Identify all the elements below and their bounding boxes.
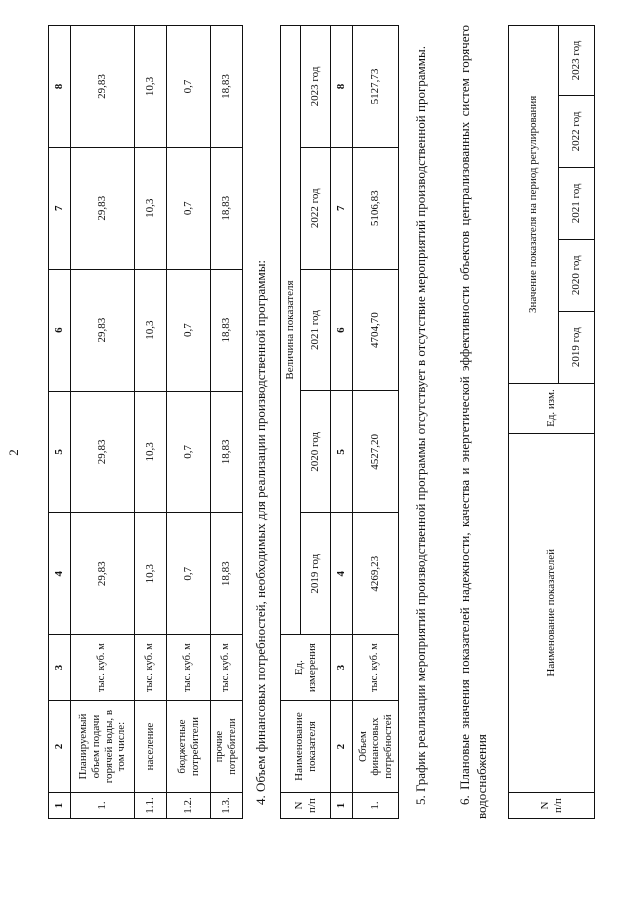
table-cell: 0,7	[167, 391, 211, 513]
table-cell: 0,7	[167, 147, 211, 269]
header-cell: N п/п	[281, 793, 331, 819]
header-cell: 4	[331, 513, 353, 635]
table-cell: 10,3	[135, 147, 167, 269]
table-cell: 10,3	[135, 26, 167, 148]
table-cell: 29,83	[71, 269, 135, 391]
table-cell: 29,83	[71, 26, 135, 148]
header-cell: 2023 год	[301, 26, 331, 148]
header-cell: Значение показателя на период регулирования	[509, 26, 559, 384]
table-cell: 29,83	[71, 391, 135, 513]
header-cell: 2020 год	[559, 239, 595, 311]
section-5-text: 5. График реализации мероприятий производственной программы отсутствует в отсутствие мероприятий производственной программы.	[413, 46, 428, 805]
table-cell: 4269,23	[353, 513, 399, 635]
header-cell: Наименование показателя	[281, 701, 331, 793]
header-cell: 2021 год	[559, 167, 595, 239]
table-cell: 18,83	[211, 147, 243, 269]
table-cell: 4527,20	[353, 391, 399, 513]
header-cell: 6	[49, 269, 71, 391]
header-cell: 6	[331, 269, 353, 391]
table-cell: Планируемый объем подачи горячей воды, в том числе:	[71, 701, 135, 793]
table-cell: 10,3	[135, 269, 167, 391]
table-cell: 29,83	[71, 147, 135, 269]
table-cell: население	[135, 701, 167, 793]
header-cell: 5	[331, 391, 353, 513]
header-cell: 8	[49, 26, 71, 148]
header-cell: Наименование показателей	[509, 433, 595, 792]
table-cell: Объем финансовых потребностей	[353, 701, 399, 793]
table-cell: 18,83	[211, 391, 243, 513]
table-row	[71, 26, 135, 819]
table-cell: 0,7	[167, 26, 211, 148]
table-row	[167, 26, 211, 819]
table-cell: 18,83	[211, 269, 243, 391]
table-row	[135, 26, 167, 819]
header-cell: 2	[331, 701, 353, 793]
header-cell: 3	[49, 635, 71, 701]
header-cell: 2023 год	[559, 26, 595, 96]
table-cell: бюджетные потребители	[167, 701, 211, 793]
table-cell: 0,7	[167, 513, 211, 635]
table-cell: 4704,70	[353, 269, 399, 391]
section-6-text: 6. Плановые значения показателей надежности, качества и энергетической эффективности объектов централизованных систем горячего водоснабжения	[457, 25, 490, 819]
table-cell: 29,83	[71, 513, 135, 635]
header-cell: 2020 год	[301, 391, 331, 513]
header-cell: 2022 год	[301, 147, 331, 269]
water-supply-volume-table	[48, 25, 243, 819]
table-cell: тыс. куб. м	[71, 635, 135, 701]
table-cell: 1.3.	[211, 793, 243, 819]
header-cell: 7	[331, 147, 353, 269]
reliability-indicators-table	[508, 25, 595, 819]
table-cell: прочие потребители	[211, 701, 243, 793]
header-cell: 3	[331, 635, 353, 701]
table-cell: 1.	[71, 793, 135, 819]
table-cell: 10,3	[135, 391, 167, 513]
table-cell: тыс. куб. м	[353, 635, 399, 701]
header-cell: 2019 год	[559, 311, 595, 383]
table-index-row	[331, 26, 353, 819]
financial-needs-table	[280, 25, 399, 819]
table-header-row	[49, 26, 71, 819]
header-cell: 2019 год	[301, 513, 331, 635]
table-cell: тыс. куб. м	[135, 635, 167, 701]
header-cell: 5	[49, 391, 71, 513]
section-4-heading: 4. Объем финансовых потребностей, необходимых для реализации производственной программы:	[253, 259, 268, 805]
table-header-row	[509, 26, 559, 819]
header-cell: 2022 год	[559, 96, 595, 168]
page-number: 2	[6, 449, 21, 456]
table-cell: 1.1.	[135, 793, 167, 819]
header-cell: 1	[49, 793, 71, 819]
table-cell: 18,83	[211, 26, 243, 148]
table-cell: 10,3	[135, 513, 167, 635]
table-cell: 1.	[353, 793, 399, 819]
table-cell: 1.2.	[167, 793, 211, 819]
header-cell: Ед. измерения	[281, 635, 331, 701]
header-cell: 2	[49, 701, 71, 793]
table-cell: тыс. куб. м	[211, 635, 243, 701]
header-cell: N п/п	[509, 793, 595, 819]
header-cell: 7	[49, 147, 71, 269]
header-cell: Ед. изм.	[509, 383, 595, 433]
header-cell: Величина показателя	[281, 26, 301, 635]
table-row	[211, 26, 243, 819]
header-cell: 2021 год	[301, 269, 331, 391]
table-cell: 0,7	[167, 269, 211, 391]
table-cell: 18,83	[211, 513, 243, 635]
table-row	[353, 26, 399, 819]
header-cell: 4	[49, 513, 71, 635]
table-cell: тыс. куб. м	[167, 635, 211, 701]
table-header-row	[281, 26, 301, 819]
table-cell: 5106,83	[353, 147, 399, 269]
header-cell: 1	[331, 793, 353, 819]
table-cell: 5127,73	[353, 26, 399, 148]
header-cell: 8	[331, 26, 353, 148]
